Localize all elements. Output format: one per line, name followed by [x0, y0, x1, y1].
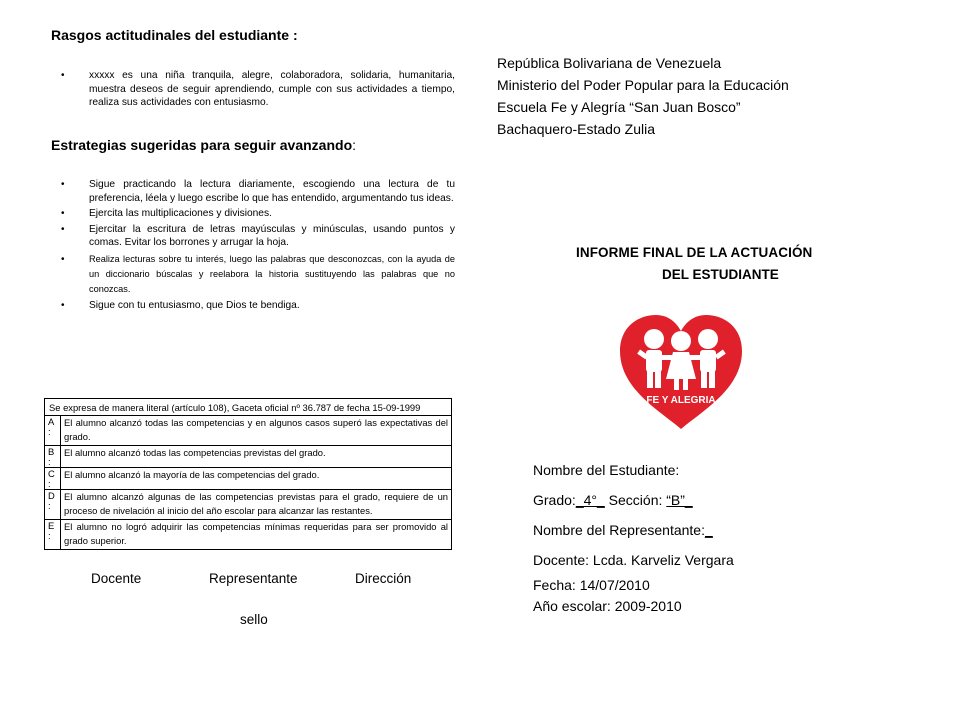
sello-label: sello	[240, 612, 268, 627]
estrategias-list	[51, 178, 455, 315]
scale-description: El alumno alcanzó todas las competencias previstas del grado.	[64, 447, 326, 458]
institution-line: Bachaquero-Estado Zulia	[497, 121, 655, 137]
estrategias-colon: :	[352, 137, 357, 153]
fecha-field: Fecha: 14/07/2010	[533, 577, 650, 593]
letter-c: C	[48, 468, 55, 479]
student-name-field: Nombre del Estudiante:	[533, 462, 680, 478]
list-item: • Ejercitar la escritura de letras mayúsculas y minúsculas, usando puntos y comas. Evitar los borrones y arrugar la hoja.	[51, 223, 455, 250]
letter-mark: :	[48, 478, 51, 489]
signature-representante: Representante	[209, 571, 298, 586]
scale-letter	[45, 490, 61, 519]
grading-scale-table	[44, 398, 452, 550]
representante-field	[533, 522, 713, 538]
report-title-line2: DEL ESTUDIANTE	[662, 267, 779, 282]
scale-letter	[45, 468, 61, 489]
list-item: • xxxxx es una niña tranquila, alegre, colaboradora, solidaria, humanitaria, muestra deseos de seguir aprendiendo, cumple con sus actividades a tiempo, realiza sus actividades con entusiasmo.	[51, 69, 455, 110]
letter-mark: :	[48, 426, 51, 437]
letter-a: A	[48, 416, 55, 427]
table-row	[45, 446, 451, 468]
list-item: • Ejercita las multiplicaciones y divisiones.	[51, 207, 455, 221]
scale-description: El alumno alcanzó la mayoría de las competencias del grado.	[64, 469, 320, 480]
scale-header: Se expresa de manera literal (artículo 108), Gaceta oficial nº 36.787 de fecha 15-09-1999	[45, 399, 451, 416]
scale-description: El alumno alcanzó todas las competencias y en algunos casos superó las expectativas del grado.	[64, 417, 448, 442]
anio-escolar-field: Año escolar: 2009-2010	[533, 598, 682, 614]
rasgos-heading: Rasgos actitudinales del estudiante :	[51, 27, 298, 43]
scale-description: El alumno alcanzó algunas de las competencias previstas para el grado, requiere de un proceso de nivelación al inicio del año escolar para alcanzar las restantes.	[64, 491, 448, 516]
seccion-label: Sección:	[608, 492, 663, 508]
scale-letter	[45, 520, 61, 549]
table-row	[45, 520, 451, 549]
representante-label: Nombre del Representante:	[533, 522, 705, 538]
letter-mark: :	[48, 456, 51, 467]
grado-seccion-field	[533, 492, 693, 508]
letter-e: E	[48, 520, 55, 531]
letter-mark: :	[48, 500, 51, 511]
heart-logo-icon	[618, 313, 744, 431]
estrategias-title: Estrategias sugeridas para seguir avanzando	[51, 137, 353, 153]
report-title: INFORME FINAL DE LA ACTUACIÓN	[576, 245, 813, 260]
fe-y-alegria-logo	[618, 313, 744, 431]
list-item: • Realiza lecturas sobre tu interés, luego las palabras que desconozcas, con la ayuda de un diccionario búscalas y reelabora la historia sustituyendo las palabras que no conozcas.	[51, 252, 455, 297]
institution-line: República Bolivariana de Venezuela	[497, 55, 722, 71]
institution-line: Escuela Fe y Alegría “San Juan Bosco”	[497, 99, 741, 115]
seccion-value: “B”_	[666, 492, 693, 508]
table-row	[45, 490, 451, 520]
scale-letter	[45, 446, 61, 467]
grado-value: _4°_	[575, 492, 605, 508]
letter-d: D	[48, 490, 55, 501]
letter-b: B	[48, 446, 55, 457]
table-row	[45, 468, 451, 490]
docente-field: Docente: Lcda. Karveliz Vergara	[533, 552, 734, 568]
list-item: • Sigue practicando la lectura diariamente, escogiendo una lectura de tu preferencia, léela y luego escribe lo que has entendido, argumentando tus ideas.	[51, 178, 455, 205]
letter-mark: :	[48, 530, 51, 541]
representante-value: _	[705, 522, 713, 538]
signature-docente: Docente	[91, 571, 142, 586]
scale-description: El alumno no logró adquirir las competencias mínimas requeridas para ser promovido al grado superior.	[64, 521, 448, 546]
table-row	[45, 416, 451, 446]
rasgos-list	[51, 69, 455, 110]
scale-letter	[45, 416, 61, 445]
estrategias-heading	[51, 137, 356, 153]
logo-text: FE Y ALEGRIA	[646, 395, 716, 406]
list-item: • Sigue con tu entusiasmo, que Dios te bendiga.	[51, 299, 455, 313]
institution-line: Ministerio del Poder Popular para la Educación	[497, 77, 789, 93]
signature-direccion: Dirección	[355, 571, 412, 586]
grado-label: Grado:	[533, 492, 576, 508]
